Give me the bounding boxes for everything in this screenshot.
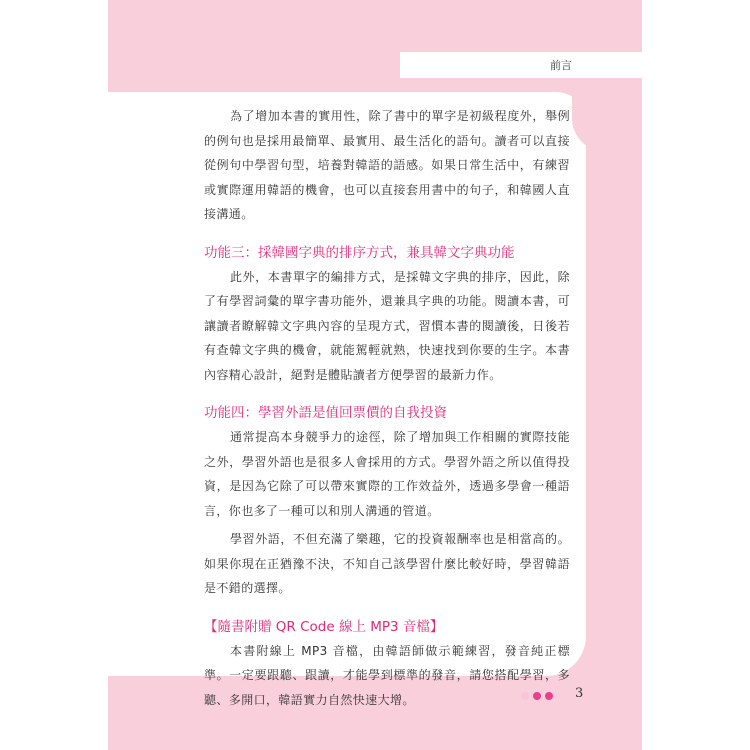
dot-pink [545,692,553,700]
dot-light [521,692,529,700]
corner-tab-decoration [572,92,642,152]
feature-4-heading: 功能四：學習外語是值回票價的自我投資 [204,405,447,421]
intro-paragraph: 為了增加本書的實用性，除了書中的單字是初級程度外，舉例的例句也是採用最簡單、最實用、最生活化的語句。讀者可以直接從例句中學習句型，培養對韓語的語感。如果日常生活中，有練習或實際運用韓語的機會，也可以直接套用書中的句子，和韓國人直接溝通。 [204,109,570,221]
qr-code-paragraph: 本書附線上 MP3 音檔，由韓語師做示範練習，發音純正標準。一定要跟聽、跟讀，才能學到標準的發音，請您搭配學習，多聽、多開口，韓語實力自然快速大增。 [204,643,570,707]
page-number: 3 [575,686,584,701]
feature-3-paragraph: 此外，本書單字的編排方式，是採韓文字典的排序，因此，除了有學習詞彙的單字書功能外，還兼具字典的功能。閱讀本書，可讓讀者瞭解韓文字典內容的呈現方式，習慣本書的閱讀後，日後若有查韓文字典的機會，就能駕輕就熟，快速找到你要的生字。本書內容精心設計，絕對是體貼讀者方便學習的最新力作。 [204,269,570,382]
dot-pink [533,692,541,700]
feature-4-paragraph-1: 通常提高本身競爭力的途徑，除了增加與工作相關的實際技能之外，學習外語也是很多人會採用的方式。學習外語之所以值得投資，是因為它除了可以帶來實際的工作效益外，透過多學會一種語言，你也多了一種可以和別人溝通的管道。 [204,430,570,518]
body-text [204,104,570,712]
header-bar [400,52,642,78]
feature-4-paragraph-2: 學習外語，不但充滿了樂趣，它的投資報酬率也是相當高的。如果你現在正猶豫不決，不知自己該學習什麼比較好時，學習韓語是不錯的選擇。 [204,532,570,595]
qr-code-heading: 【隨書附贈 QR Code 線上 MP3 音檔】 [204,618,444,635]
running-header-title: 前言 [550,59,572,72]
page-dots-decoration [521,692,553,700]
feature-3-heading: 功能三：採韓國字典的排序方式，兼具韓文字典功能 [204,244,515,261]
